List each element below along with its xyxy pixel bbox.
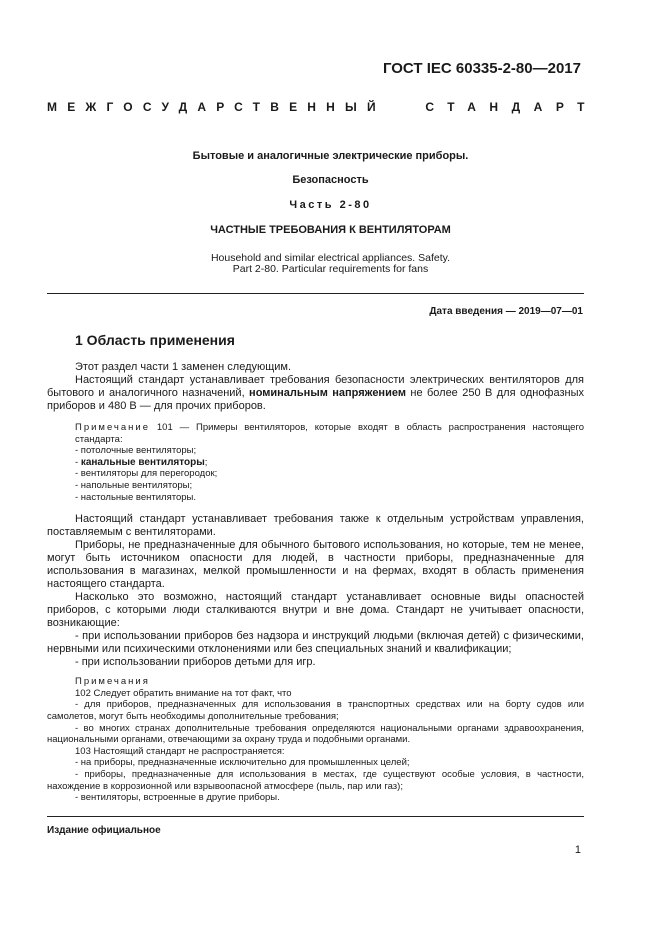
banner-word-interstate: МЕЖГОСУДАРСТВЕННЫЙ	[47, 100, 386, 114]
p2-text-c: не более 250 В для однофазных приборов и 480 В — для прочих приборов.	[47, 387, 584, 412]
note-101-text: 101 — Примеры вентиляторов, которые входят в область распространения настоящего стандарта:	[75, 422, 584, 445]
note-102: 102 Следует обратить внимание на тот факт, что	[75, 687, 292, 699]
list-item-term: канальные вентиляторы	[80, 456, 205, 468]
note-102-item-1: - для приборов, предназначенных для использования в транспортных средствах или на борту судов или самолетов, могут быть необходимы дополнительные требования;	[47, 699, 584, 722]
title-line-2: Безопасность	[292, 174, 369, 186]
paragraph-3: Настоящий стандарт устанавливает требования также к отдельным устройствам управления, поставляемым с вентиляторами.	[47, 513, 584, 539]
edition-label: Издание официальное	[47, 825, 161, 836]
paragraph-4: Приборы, не предназначенные для обычного бытового использования, но которые, тем не менее, могут быть источником опасности для людей, в частности приборы, предназначенные для использования в магазинах, мелкой промышленности и на фермах, входят в область применения настоящего стандарта.	[47, 539, 584, 591]
list-item: - потолочные вентиляторы;	[75, 445, 197, 457]
paragraph-5: Насколько это возможно, настоящий стандарт устанавливает основные виды опасностей приборов, с которыми люди сталкиваются внутри и вне дома. Стандарт не учитывает опасности, возникающие:	[47, 591, 584, 630]
list-item: - напольные вентиляторы;	[75, 479, 193, 491]
note-103-item-2: - приборы, предназначенные для использования в местах, где существуют особые условия, в частности, нахождение в коррозионной или взрывоопасной атмосфере (пыль, пар или газ);	[47, 768, 584, 792]
note-103-item-3: - вентиляторы, встроенные в другие приборы.	[75, 792, 280, 804]
english-title	[0, 253, 661, 275]
page-number: 1	[574, 844, 581, 856]
list-item	[47, 457, 584, 469]
paragraph-2	[47, 374, 584, 413]
list-item: - настольные вентиляторы.	[75, 491, 196, 503]
document-number: ГОСТ IEC 60335-2-80—2017	[382, 60, 581, 77]
title-part-text: Часть 2-80	[289, 199, 372, 211]
title-heading: ЧАСТНЫЕ ТРЕБОВАНИЯ К ВЕНТИЛЯТОРАМ	[210, 224, 451, 236]
note-101-label: Примечание	[75, 422, 150, 433]
title-part	[0, 199, 661, 211]
p2-term: номинальным напряжением	[249, 387, 406, 399]
interstate-standard-banner	[47, 100, 598, 114]
list-item-suffix: ;	[204, 456, 208, 468]
section-body	[47, 361, 584, 804]
note-103-item-1: - на приборы, предназначенные исключительно для промышленных целей;	[75, 757, 410, 769]
section-heading: 1 Область применения	[75, 332, 235, 348]
english-title-line-2: Part 2-80. Particular requirements for fans	[232, 263, 429, 275]
header-divider	[47, 293, 584, 294]
banner-word-standard: СТАНДАРТ	[425, 100, 598, 114]
note-101	[47, 422, 584, 445]
list-item-prefix: -	[75, 456, 81, 468]
note-103: 103 Настоящий стандарт не распространяется:	[75, 745, 285, 757]
notes-label-text: Примечания	[75, 676, 150, 688]
title-line-1: Бытовые и аналогичные электрические приборы.	[192, 150, 469, 162]
p2-text-a: Настоящий стандарт устанавливает требования безопасности электрических вентиляторов для бытового и аналогичного назначений,	[47, 374, 584, 399]
notes-label	[47, 676, 584, 688]
list-item: - вентиляторы для перегородок;	[75, 468, 218, 480]
effective-date: Дата введения — 2019—07—01	[429, 306, 583, 317]
footer-divider	[47, 816, 584, 817]
paragraph-5-item-1: - при использовании приборов без надзора и инструкций людьми (включая детей) с физическими, нервными или психическими отклонениями или без специальных знаний и квалификации;	[47, 630, 584, 656]
paragraph-5-item-2: - при использовании приборов детьми для игр.	[75, 656, 316, 669]
note-102-item-2: - во многих странах дополнительные требования определяются национальными органами здравоохранения, национальными органами, отвечающими за охрану труда и подобными органами.	[47, 722, 584, 746]
paragraph-1: Этот раздел части 1 заменен следующим.	[75, 361, 292, 373]
english-title-line-1: Household and similar electrical appliances. Safety.	[210, 252, 451, 264]
